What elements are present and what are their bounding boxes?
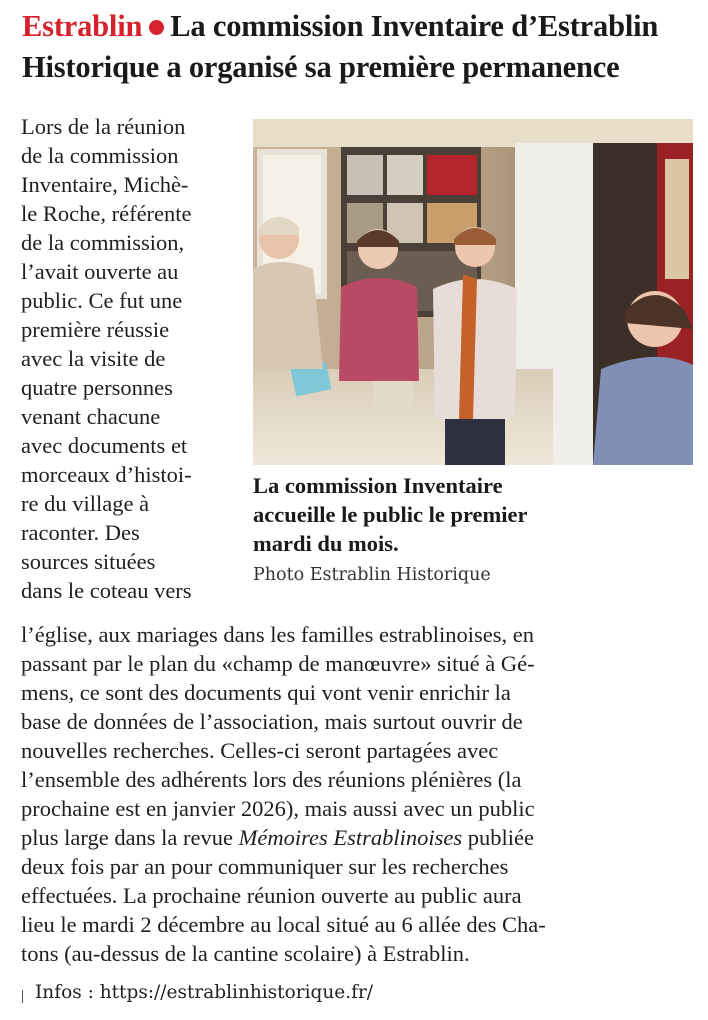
body-line: morceaux d’histoi- (21, 462, 192, 487)
headline-line-1 (22, 6, 702, 47)
body-line: avec la visite de (21, 346, 166, 371)
body-line: l’avait ouverte au (21, 259, 179, 284)
body-line: lieu le mardi 2 décembre au local situé au 6 allée des Cha- (21, 912, 546, 937)
body-text: plus large dans la revue (21, 825, 239, 850)
infos-link[interactable]: Infos : https://estrablinhistorique.fr/ (35, 982, 374, 1003)
body-line: re du village à (21, 491, 150, 516)
article-headline (22, 6, 702, 88)
publication-title: Mémoires Estrablinoises (238, 825, 463, 850)
body-line: de la commission (21, 143, 179, 168)
body-line: de la commission, (21, 230, 185, 255)
body-line: raconter. Des (21, 520, 140, 545)
body-text: publiée (462, 825, 535, 850)
kicker: Estrablin (22, 9, 143, 43)
body-line: quatre personnes (21, 375, 173, 400)
caption-line: mardi du mois. (253, 531, 399, 556)
body-line: première réussie (21, 317, 170, 342)
caption-line: La commission Inventaire (253, 473, 503, 498)
body-line: Lors de la réunion (21, 114, 186, 139)
body-line: l’église, aux mariages dans les familles estrablinoises, en (21, 622, 534, 647)
photo-illustration (253, 119, 693, 465)
body-line-with-title (21, 823, 534, 852)
body-line: Inventaire, Michè- (21, 172, 189, 197)
body-line: public. Ce fut une (21, 288, 183, 313)
body-line: deux fois par an pour communiquer sur les recherches (21, 854, 509, 879)
body-line: prochaine est en janvier 2026), mais aussi avec un public (21, 796, 535, 821)
body-line: l’ensemble des adhérents lors des réunions plénières (la (21, 767, 522, 792)
photo-credit: Photo Estrablin Historique (253, 565, 491, 585)
body-line: mens, ce sont des documents qui vont venir enrichir la (21, 680, 511, 705)
body-line: dans le coteau vers (21, 578, 192, 603)
photo-caption (253, 471, 693, 558)
body-line: nouvelles recherches. Celles-ci seront partagées avec (21, 738, 499, 763)
body-line: venant chacune (21, 404, 161, 429)
caption-line: accueille le public le premier (253, 502, 528, 527)
headline-line-2: Historique a organisé sa première permanence (22, 50, 620, 84)
body-line: le Roche, référente (21, 201, 192, 226)
body-line: tons (au-dessus de la cantine scolaire) à Estrablin. (21, 941, 470, 966)
headline-text-1: La commission Inventaire d’Estrablin (170, 9, 659, 43)
body-line: effectuées. La prochaine réunion ouverte au public aura (21, 883, 522, 908)
article-photo (253, 119, 693, 465)
body-line: sources situées (21, 549, 156, 574)
infos-marker (22, 990, 23, 1003)
body-line: passant par le plan du «champ de manœuvre» situé à Gé- (21, 651, 535, 676)
body-line: avec documents et (21, 433, 188, 458)
kicker-dot-icon (149, 20, 164, 35)
body-line: base de données de l’association, mais surtout ouvrir de (21, 709, 523, 734)
